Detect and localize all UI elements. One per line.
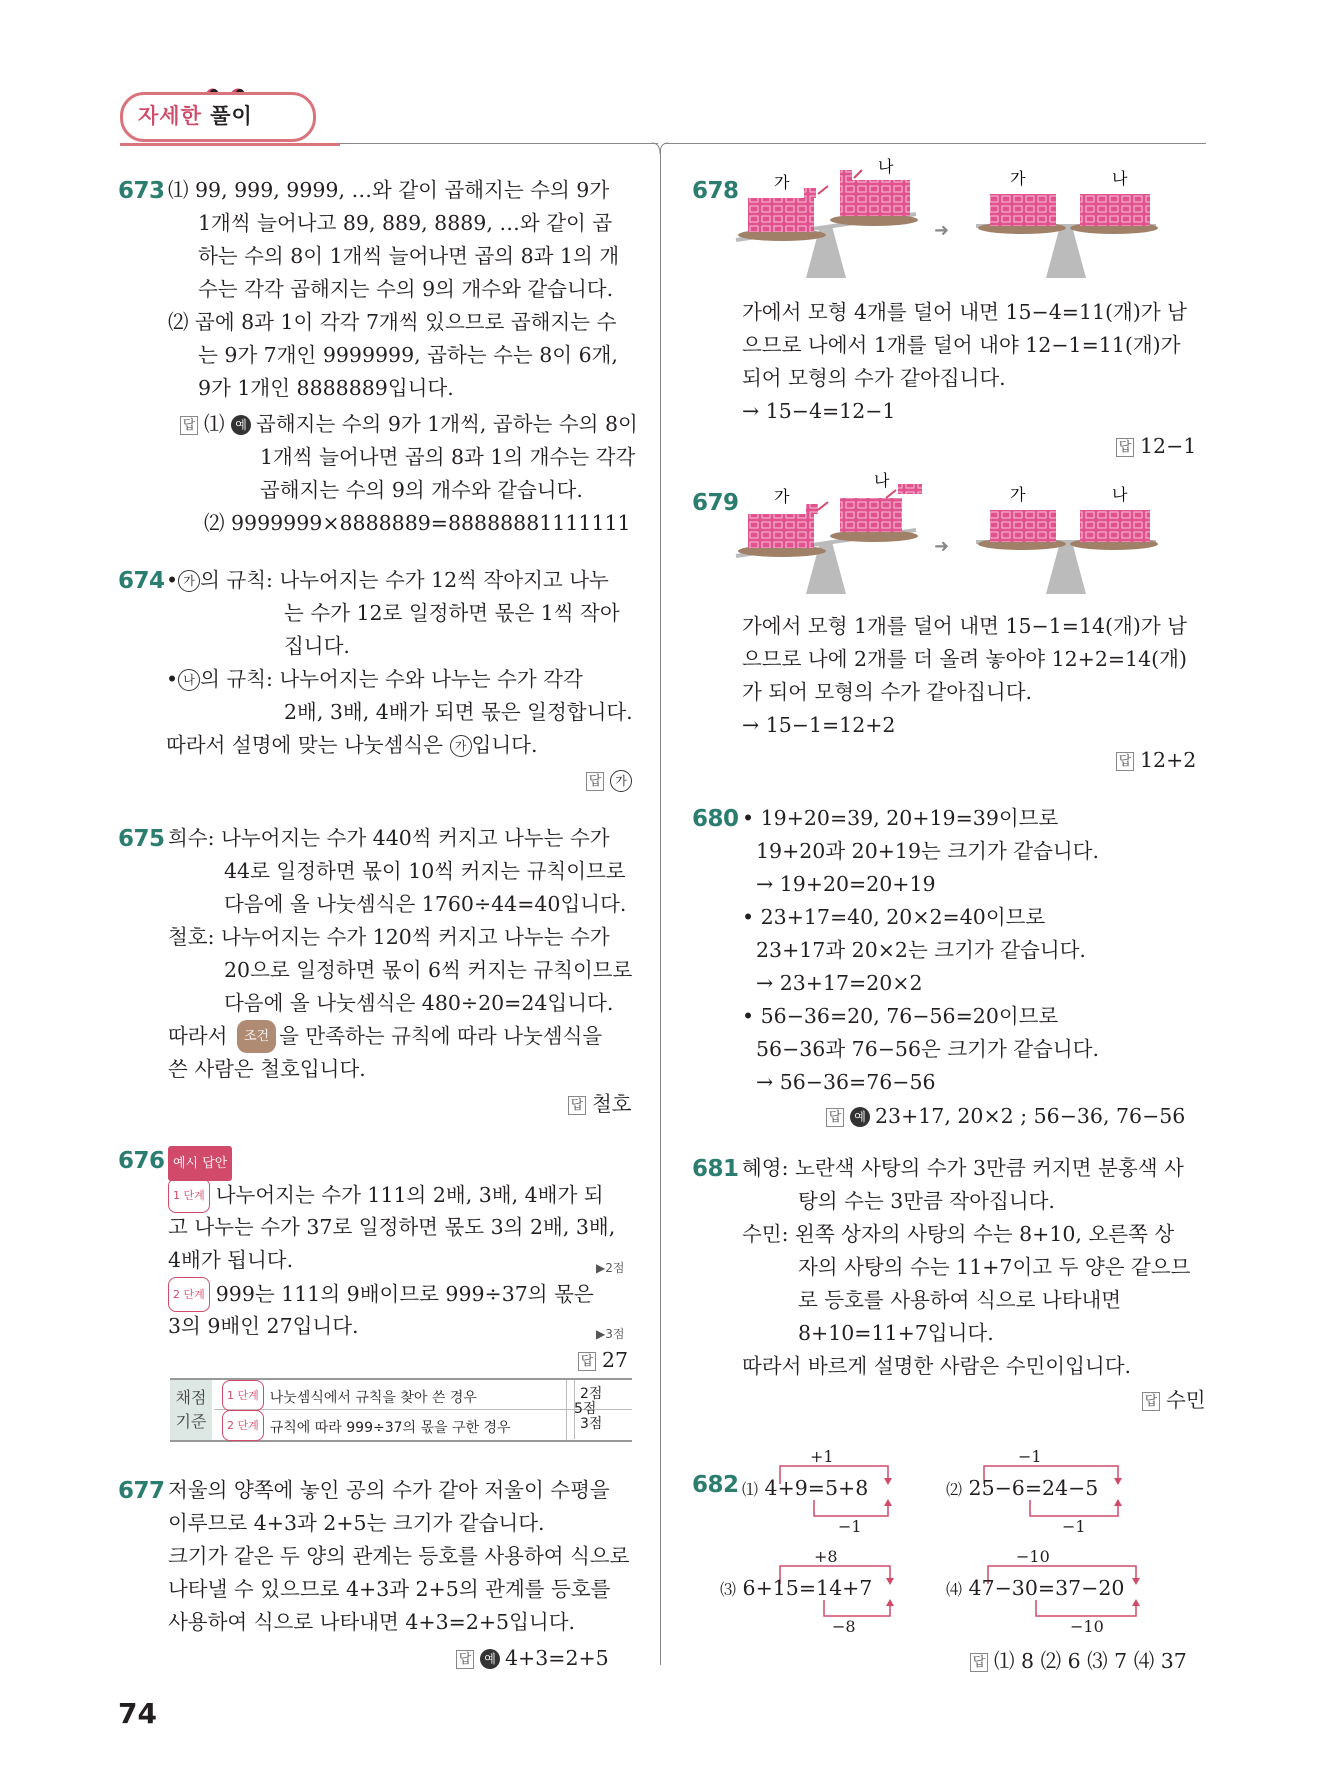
text-line: 따라서 바르게 설명한 사람은 수민이입니다. — [742, 1354, 1132, 1378]
change-label: +8 — [814, 1547, 838, 1566]
text-line: 나타낼 수 있으므로 4+3과 2+5의 관계를 등호를 — [168, 1577, 611, 1601]
text-line: • 나 의 규칙: 나누어지는 수와 나누는 수가 각각 — [166, 667, 583, 691]
text-line: 으므로 나에 2개를 더 올려 놓아야 12+2=14(개) — [742, 647, 1187, 671]
answer-line: 답 12+2 — [1116, 744, 1196, 777]
text-line: → 56−36=76−56 — [756, 1070, 936, 1094]
table-row: 1 단계 나눗셈식에서 규칙을 찾아 쓴 경우 2점 — [214, 1380, 632, 1410]
change-label: −1 — [838, 1517, 862, 1536]
answer-line: ⑵ 9999999×8888889=88888881111111 — [204, 511, 631, 535]
svg-text:나: 나 — [874, 471, 890, 490]
text-line: • 23+17=40, 20×2=40이므로 — [742, 905, 1046, 929]
svg-text:가: 가 — [1010, 169, 1026, 188]
text-line: • 가 의 규칙: 나누어지는 수가 12씩 작아지고 나누 — [166, 568, 609, 592]
change-label: −1 — [1018, 1447, 1042, 1466]
text-line: 사용하여 식으로 나타내면 4+3=2+5입니다. — [168, 1610, 576, 1634]
text-line: 3의 9배인 27입니다. — [168, 1314, 359, 1338]
text-line: 다음에 올 나눗셈식은 1760÷44=40입니다. — [224, 892, 627, 916]
scoring-label: 채점 기준 — [170, 1380, 212, 1440]
text-line: 로 등호를 사용하여 식으로 나타내면 — [798, 1288, 1122, 1312]
text-line: 혜영: 노란색 사탕의 수가 3만큼 커지면 분홍색 사 — [742, 1156, 1184, 1180]
header-title: 자세한 풀이 — [138, 104, 253, 128]
problem-number-681: 681 — [692, 1156, 739, 1182]
text-line: → 15−1=12+2 — [742, 713, 896, 737]
text-line: 8+10=11+7입니다. — [798, 1321, 994, 1345]
change-label: +1 — [810, 1447, 834, 1466]
problem-number-675: 675 — [118, 826, 165, 852]
problem-number-673: 673 — [118, 178, 165, 204]
text-line: ⑵ 곱에 8과 1이 각각 7개씩 있으므로 곱해지는 수 — [168, 310, 617, 334]
problem-number-674: 674 — [118, 568, 165, 594]
balance-illustration-679 — [736, 471, 1206, 608]
change-label: −10 — [1016, 1547, 1050, 1566]
equation-4 — [946, 1540, 1196, 1636]
text-line: 다음에 올 나눗셈식은 480÷20=24입니다. — [224, 991, 614, 1015]
change-label: −1 — [1062, 1517, 1086, 1536]
text-line: 탕의 수는 3만큼 작아집니다. — [798, 1189, 1055, 1213]
answer-682: 답 ⑴ 8 ⑵ 6 ⑶ 7 ⑷ 37 — [970, 1644, 1187, 1674]
answer-line: 답 가 — [586, 764, 632, 797]
text-line: 수는 각각 곱해지는 수의 9의 개수와 같습니다. — [198, 277, 614, 301]
answer-line: 답 12−1 — [1116, 430, 1196, 463]
text-line: 9가 1개인 8888889입니다. — [198, 376, 454, 400]
text-line: 수민: 왼쪽 상자의 사탕의 수는 8+10, 오른쪽 상 — [742, 1222, 1175, 1246]
problem-number-677: 677 — [118, 1478, 165, 1504]
svg-text:가: 가 — [774, 487, 790, 506]
equation-3 — [720, 1540, 940, 1636]
problem-number-682: 682 — [692, 1472, 739, 1498]
text-line: 자의 사탕의 수는 11+7이고 두 양은 같으므 — [798, 1255, 1191, 1279]
header-rule — [340, 143, 658, 144]
problem-number-676: 676 — [118, 1148, 165, 1174]
equation-2 — [946, 1440, 1196, 1536]
text-line: 19+20과 20+19는 크기가 같습니다. — [756, 839, 1099, 863]
text-line: 20으로 일정하면 몫이 6씩 커지는 규칙이므로 — [224, 958, 633, 982]
text-line: → 19+20=20+19 — [756, 872, 936, 896]
svg-text:나: 나 — [1112, 485, 1128, 504]
problem-number-679: 679 — [692, 490, 739, 516]
equation-text: ⑴ 4+9=5+8 — [742, 1476, 869, 1500]
answer-line: 답 수민 — [1142, 1384, 1206, 1417]
text-line: 이루므로 4+3과 2+5는 크기가 같습니다. — [168, 1511, 545, 1535]
header-rule-accent — [120, 143, 340, 146]
text-line: 1개씩 늘어나고 89, 889, 8889, …와 같이 곱 — [198, 211, 613, 235]
equation-text: ⑵ 25−6=24−5 — [946, 1476, 1099, 1500]
text-line: 가 되어 모형의 수가 같아집니다. — [742, 680, 1033, 704]
text-line: 는 수가 12로 일정하면 몫은 1씩 작아 — [284, 601, 620, 625]
text-line: 2 단계 999는 111의 9배이므로 999÷37의 몫은 — [168, 1277, 594, 1312]
text-line: 44로 일정하면 몫이 10씩 커지는 규칙이므로 — [224, 859, 626, 883]
text-line: 따라서 설명에 맞는 나눗셈식은 가 입니다. — [166, 733, 538, 757]
text-line: → 23+17=20×2 — [756, 971, 923, 995]
svg-text:가: 가 — [774, 173, 790, 192]
answer-line: 곱해지는 수의 9의 개수와 같습니다. — [260, 478, 583, 502]
text-line: 가에서 모형 1개를 덜어 내면 15−1=14(개)가 남 — [742, 614, 1187, 638]
text-line: 4배가 됩니다. — [168, 1248, 294, 1272]
text-line: • 19+20=39, 20+19=39이므로 — [742, 806, 1059, 830]
text-line: 크기가 같은 두 양의 관계는 등호를 사용하여 식으로 — [168, 1544, 630, 1568]
change-label: −8 — [832, 1617, 856, 1636]
text-line: • 56−36=20, 76−56=20이므로 — [742, 1004, 1059, 1028]
total-points: 5점 — [574, 1401, 597, 1417]
answer-line: 답 ⑴ 예 곱해지는 수의 9가 1개씩, 곱하는 수의 8이 — [180, 408, 638, 441]
problem-number-680: 680 — [692, 806, 739, 832]
text-line: 되어 모형의 수가 같아집니다. — [742, 366, 1006, 390]
text-line: 23+17과 20×2는 크기가 같습니다. — [756, 938, 1086, 962]
answer-line: 답 예 23+17, 20×2 ; 56−36, 76−56 — [826, 1100, 1185, 1133]
text-line: 2배, 3배, 4배가 되면 몫은 일정합니다. — [284, 700, 633, 724]
condition-badge: 조건 — [237, 1020, 276, 1053]
example-answer-tag: 예시 답안 — [168, 1146, 232, 1181]
text-line: 으므로 나에서 1개를 덜어 내야 12−1=11(개)가 — [742, 333, 1181, 357]
balance-illustration-678 — [736, 157, 1206, 292]
text-line: 따라서 조건 을 만족하는 규칙에 따라 나눗셈식을 — [168, 1020, 602, 1053]
text-line: 는 9가 7개인 9999999, 곱하는 수는 8이 6개, — [198, 343, 618, 367]
answer-line: 답 27 — [578, 1344, 628, 1377]
page-number: 74 — [118, 1697, 157, 1730]
svg-text:➜: ➜ — [934, 536, 950, 557]
svg-text:나: 나 — [1112, 169, 1128, 188]
equation-1 — [742, 1440, 942, 1536]
text-line: ⑴ 99, 999, 9999, …와 같이 곱해지는 수의 9가 — [168, 178, 610, 202]
text-line: 쓴 사람은 철호입니다. — [168, 1057, 366, 1081]
scoring-table — [170, 1378, 632, 1442]
text-line: 가에서 모형 4개를 덜어 내면 15−4=11(개)가 남 — [742, 300, 1187, 324]
answer-line: 답 철호 — [568, 1088, 632, 1121]
svg-text:가: 가 — [1010, 485, 1026, 504]
text-line: 철호: 나누어지는 수가 120씩 커지고 나누는 수가 — [168, 925, 610, 949]
text-line: 희수: 나누어지는 수가 440씩 커지고 나누는 수가 — [168, 826, 610, 850]
equation-text: ⑷ 47−30=37−20 — [946, 1576, 1125, 1600]
text-line: 고 나누는 수가 37로 일정하면 몫도 3의 2배, 3배, — [168, 1215, 616, 1239]
problem-number-678: 678 — [692, 178, 739, 204]
svg-text:나: 나 — [878, 157, 894, 176]
table-row: 2 단계 규칙에 따라 999÷37의 몫을 구한 경우 3점 — [214, 1410, 632, 1439]
column-divider — [660, 150, 661, 1665]
text-line: 저울의 양쪽에 놓인 공의 수가 같아 저울이 수평을 — [168, 1478, 610, 1502]
text-line: 56−36과 76−56은 크기가 같습니다. — [756, 1037, 1099, 1061]
header-rule-right — [664, 143, 1206, 144]
svg-text:➜: ➜ — [934, 220, 950, 241]
change-label: −10 — [1070, 1617, 1104, 1636]
text-line: → 15−4=12−1 — [742, 399, 896, 423]
text-line: 집니다. — [284, 634, 350, 658]
answer-line: 답 예 4+3=2+5 — [456, 1642, 609, 1675]
points-label: ▶2점 — [596, 1261, 625, 1275]
text-line: 하는 수의 8이 1개씩 늘어나면 곱의 8과 1의 개 — [198, 244, 620, 268]
points-label: ▶3점 — [596, 1327, 625, 1341]
answer-line: 1개씩 늘어나면 곱의 8과 1의 개수는 각각 — [260, 445, 636, 469]
equation-text: ⑶ 6+15=14+7 — [720, 1576, 873, 1600]
section-header — [120, 78, 340, 146]
text-line: 1 단계 나누어지는 수가 111의 2배, 3배, 4배가 되 — [168, 1178, 604, 1213]
